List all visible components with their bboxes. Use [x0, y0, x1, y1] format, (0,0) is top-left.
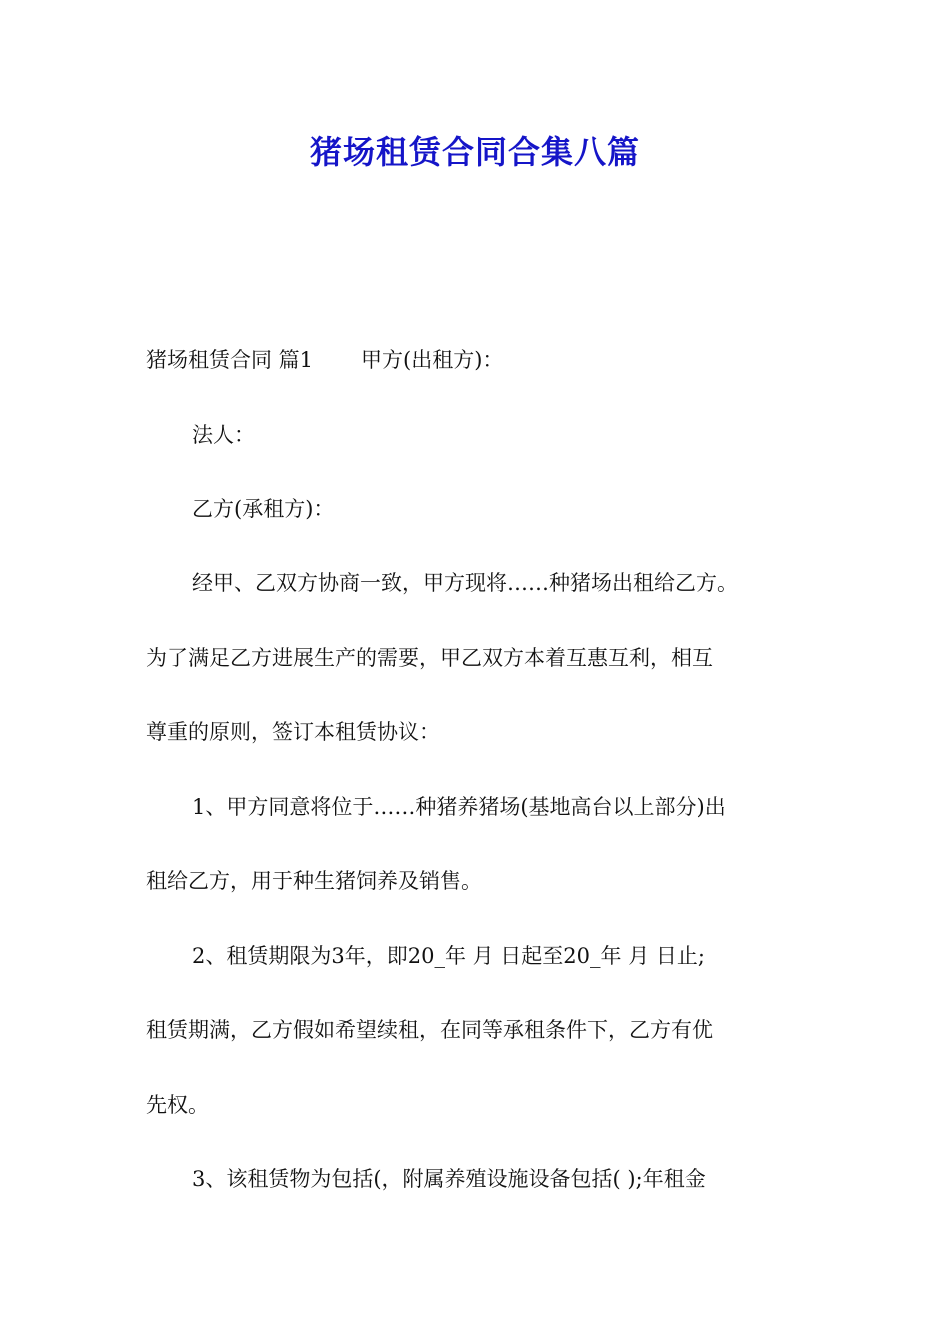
party-a-label: 甲方(出租方)： — [361, 348, 504, 372]
section-heading — [146, 344, 503, 376]
paragraph-line: 租赁期满，乙方假如希望续租，在同等承租条件下，乙方有优 — [146, 1018, 713, 1042]
paragraph-line: 为了满足乙方进展生产的需要，甲乙双方本着互惠互利，相互 — [146, 646, 713, 670]
paragraph-party-b: 乙方(承租方)： — [192, 497, 335, 521]
section-heading-title: 猪场租赁合同 篇1 — [146, 348, 314, 372]
paragraph-line: 尊重的原则，签订本租赁协议： — [146, 720, 440, 744]
paragraph-line: 1、甲方同意将位于……种猪养猪场(基地高台以上部分)出 — [192, 795, 726, 819]
paragraph-line: 经甲、乙双方协商一致，甲方现将……种猪场出租给乙方。 — [192, 571, 738, 595]
paragraph-line: 3、该租赁物为包括(，附属养殖设施设备包括( );年租金 — [192, 1167, 706, 1191]
paragraph-line: 租给乙方，用于种生猪饲养及销售。 — [146, 869, 482, 893]
paragraph-legal-person: 法人： — [192, 423, 255, 447]
paragraph-line: 2、租赁期限为3年，即20_年 月 日起至20_年 月 日止; — [192, 944, 705, 968]
paragraph-line: 先权。 — [146, 1093, 209, 1117]
document-title: 猪场租赁合同合集八篇 — [309, 133, 640, 171]
